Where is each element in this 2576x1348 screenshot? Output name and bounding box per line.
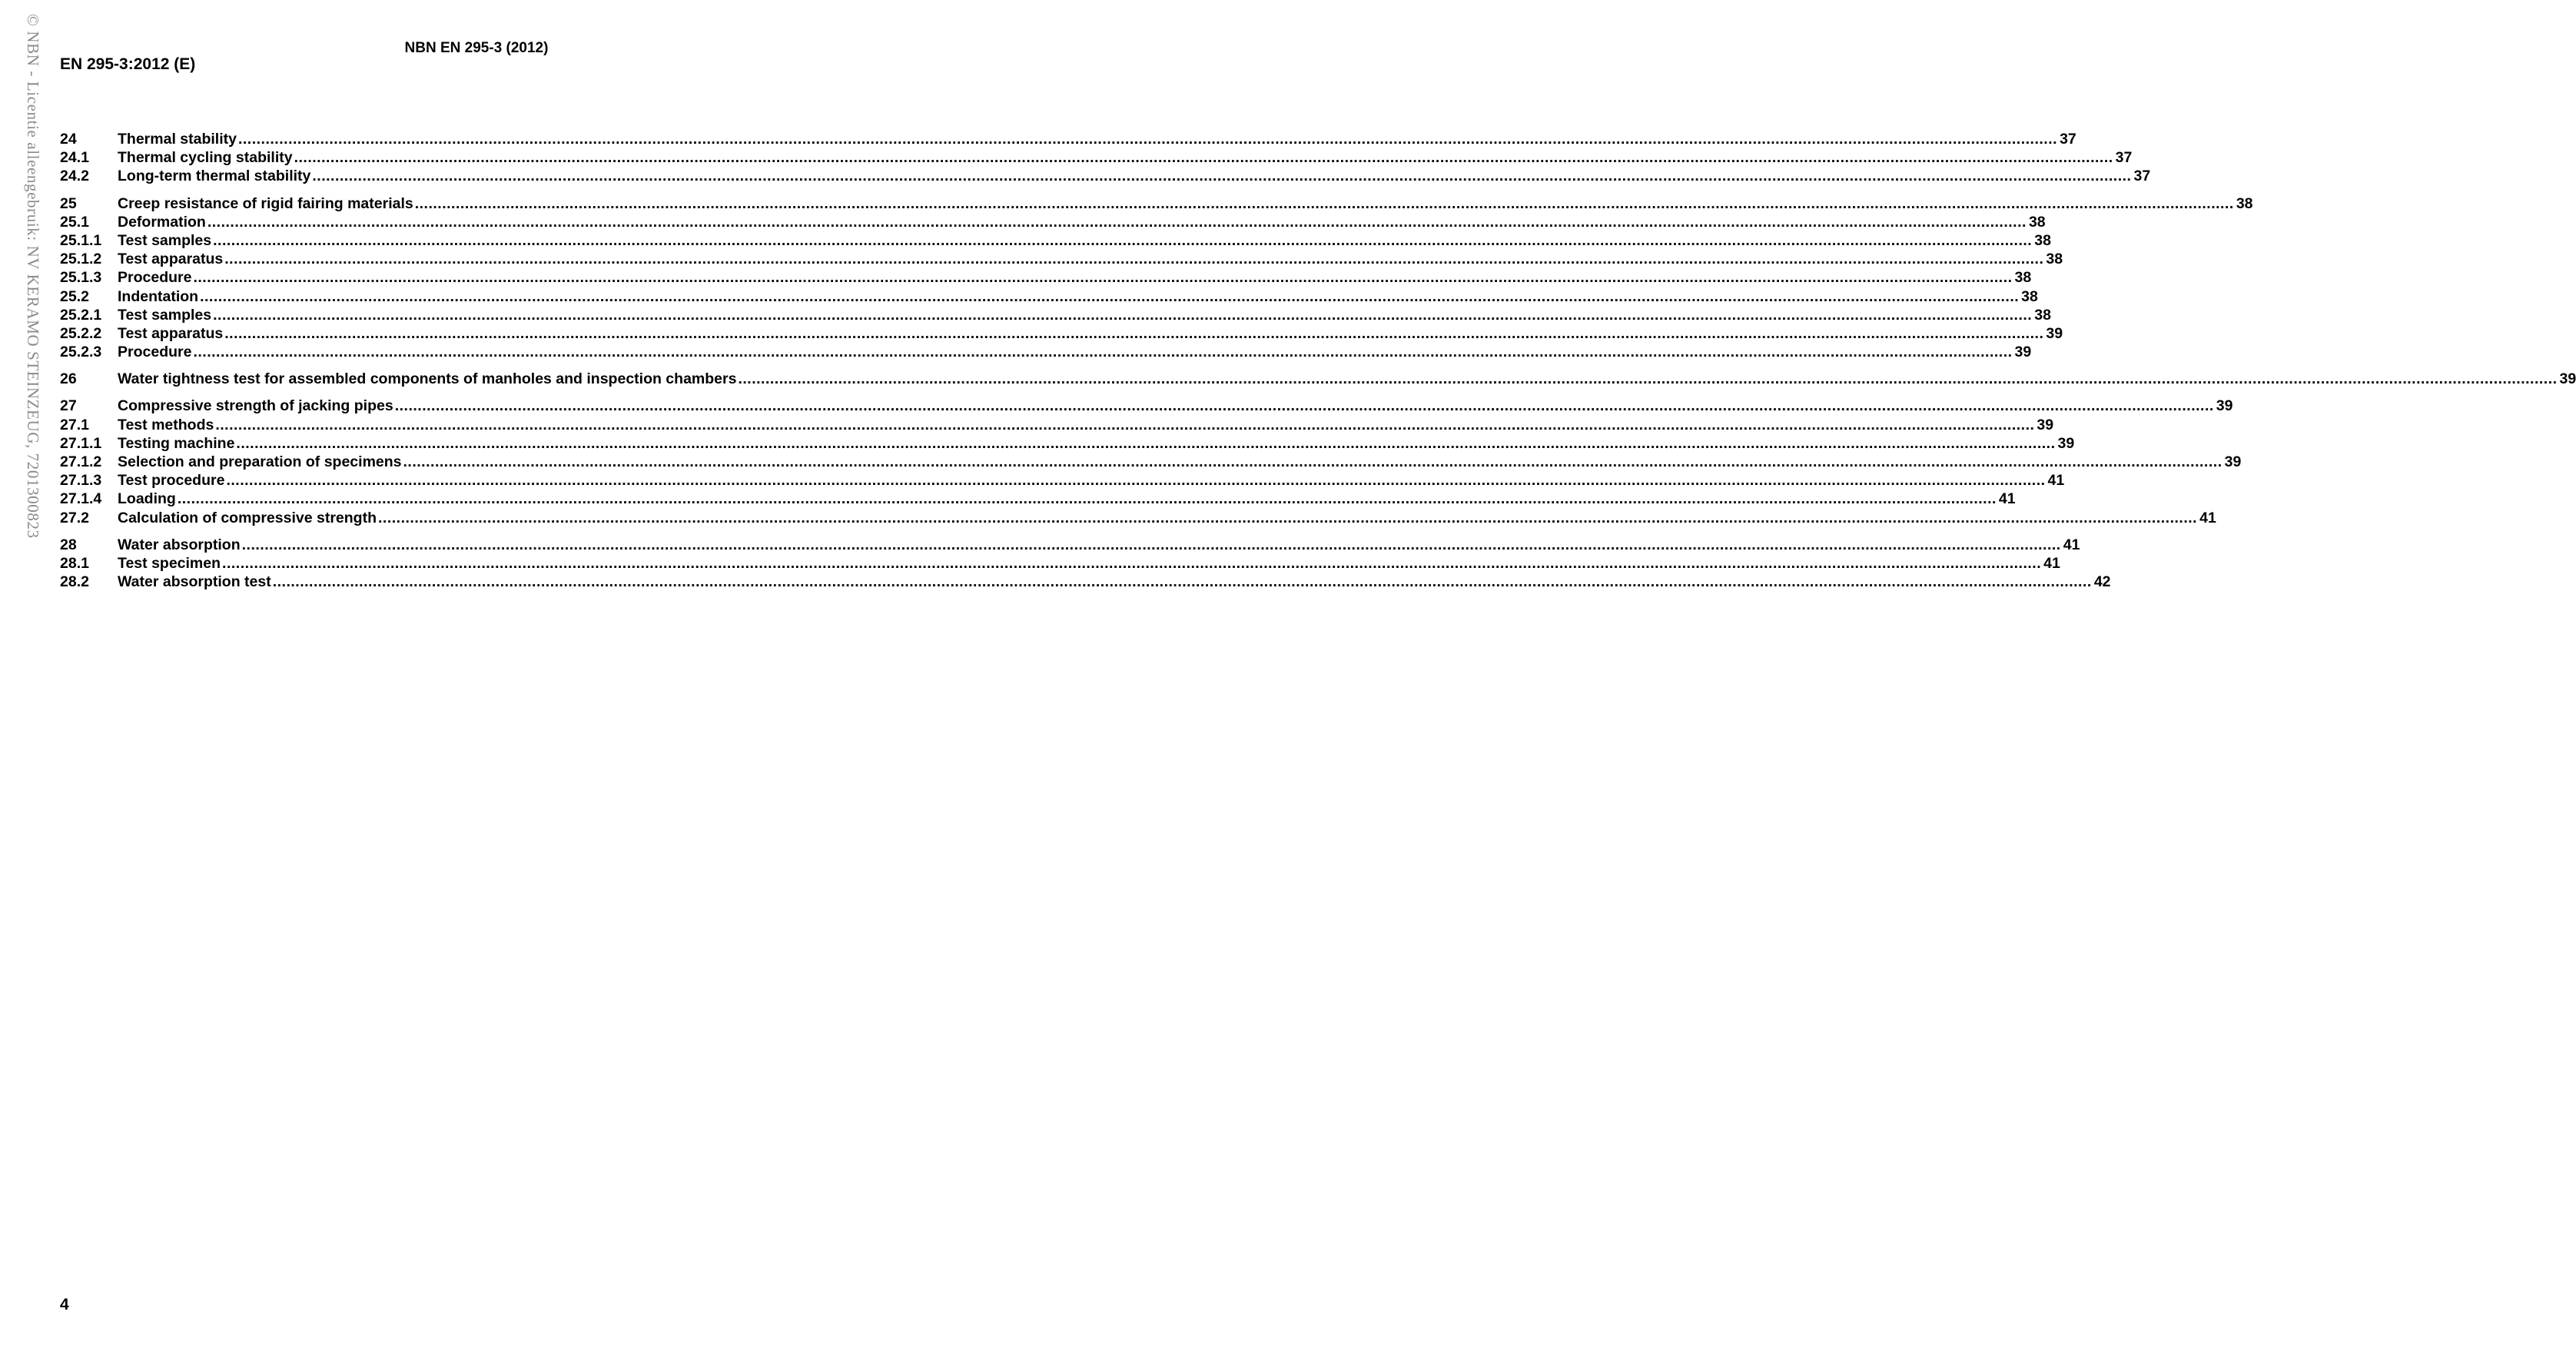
toc-entry-title: Test samples xyxy=(118,231,212,249)
toc-entry-number: 27.1.4 xyxy=(60,490,102,508)
toc-entry[interactable] xyxy=(60,344,2032,362)
toc-entry-title: Test methods xyxy=(118,416,214,433)
toc-entry[interactable] xyxy=(60,573,2111,592)
toc-dot-leader: ................................................................................................................................................................................................................................................................................................................................................................................................................ xyxy=(224,324,2044,342)
toc-entry-page: 41 xyxy=(2199,509,2216,526)
toc-dot-leader: ................................................................................................................................................................................................................................................................................................................................................................................................................ xyxy=(200,287,2020,305)
toc-entry-title: Water absorption xyxy=(118,536,241,553)
toc-dot-leader: ................................................................................................................................................................................................................................................................................................................................................................................................................ xyxy=(215,416,2035,433)
toc-dot-leader: ................................................................................................................................................................................................................................................................................................................................................................................................................ xyxy=(241,536,2061,553)
toc-entry-page: 41 xyxy=(2063,536,2080,553)
toc-entry-page: 37 xyxy=(2115,149,2133,167)
toc-entry-page: 39 xyxy=(2216,397,2233,415)
toc-dot-leader: ................................................................................................................................................................................................................................................................................................................................................................................................................ xyxy=(294,149,2113,167)
toc-dot-leader: ................................................................................................................................................................................................................................................................................................................................................................................................................ xyxy=(414,194,2234,212)
toc-entry-page: 39 xyxy=(2037,416,2054,433)
toc-dot-leader: ................................................................................................................................................................................................................................................................................................................................................................................................................ xyxy=(236,434,2056,452)
toc-entry-title: Water absorption test xyxy=(118,573,271,591)
toc-entry-number: 24.2 xyxy=(60,168,89,185)
table-of-contents xyxy=(60,131,2576,600)
toc-entry-title: Procedure xyxy=(118,344,192,361)
toc-entry-page: 42 xyxy=(2093,573,2111,591)
toc-dot-leader: ................................................................................................................................................................................................................................................................................................................................................................................................................ xyxy=(213,231,2033,249)
toc-entry-title: Deformation xyxy=(118,213,206,231)
toc-dot-leader: ................................................................................................................................................................................................................................................................................................................................................................................................................ xyxy=(193,269,2013,287)
toc-entry-page: 39 xyxy=(2224,453,2242,470)
standard-reference-header: NBN EN 295-3 (2012) xyxy=(404,40,549,56)
toc-entry[interactable] xyxy=(60,490,2016,509)
toc-entry[interactable] xyxy=(60,269,2032,287)
toc-entry-number: 27.1.2 xyxy=(60,453,102,470)
toc-entry-number: 25.2.1 xyxy=(60,306,102,324)
toc-entry-title: Thermal cycling stability xyxy=(118,149,293,167)
toc-entry-number: 27 xyxy=(60,397,77,415)
toc-entry-page: 41 xyxy=(1998,490,2016,508)
toc-group xyxy=(60,370,2576,389)
page-number: 4 xyxy=(60,1296,69,1313)
toc-entry-page: 38 xyxy=(2014,269,2032,287)
toc-dot-leader: ................................................................................................................................................................................................................................................................................................................................................................................................................ xyxy=(177,490,1997,508)
toc-dot-leader: ................................................................................................................................................................................................................................................................................................................................................................................................................ xyxy=(213,306,2033,324)
toc-entry-page: 38 xyxy=(2028,213,2046,231)
toc-entry-title: Creep resistance of rigid fairing materials xyxy=(118,194,413,212)
toc-entry-title: Test samples xyxy=(118,306,212,324)
toc-group xyxy=(60,397,2242,527)
toc-entry-number: 25.2.2 xyxy=(60,324,102,342)
toc-entry[interactable] xyxy=(60,306,2051,325)
toc-dot-leader: ................................................................................................................................................................................................................................................................................................................................................................................................................ xyxy=(237,131,2058,148)
toc-entry-title: Procedure xyxy=(118,269,192,287)
toc-entry-number: 25.2 xyxy=(60,287,89,305)
toc-entry-page: 37 xyxy=(2060,131,2076,148)
toc-entry-title: Calculation of compressive strength xyxy=(118,509,377,526)
toc-dot-leader: ................................................................................................................................................................................................................................................................................................................................................................................................................ xyxy=(226,472,2046,490)
toc-entry-number: 28.1 xyxy=(60,554,89,572)
toc-entry[interactable] xyxy=(60,397,2233,416)
toc-entry[interactable] xyxy=(60,287,2038,307)
license-watermark: © NBN - Licentie alleengebruik: NV KERAMO STEINZEUG, 7201300823 xyxy=(24,14,42,539)
toc-dot-leader: ................................................................................................................................................................................................................................................................................................................................................................................................................ xyxy=(207,213,2027,231)
toc-entry[interactable] xyxy=(60,168,2151,186)
toc-entry-number: 25 xyxy=(60,194,77,212)
toc-entry-number: 24.1 xyxy=(60,149,89,167)
toc-entry-page: 39 xyxy=(2057,434,2075,452)
toc-dot-leader: ................................................................................................................................................................................................................................................................................................................................................................................................................ xyxy=(272,573,2092,591)
toc-entry[interactable] xyxy=(60,453,2242,472)
toc-entry[interactable] xyxy=(60,324,2063,344)
toc-entry-page: 39 xyxy=(2014,344,2032,361)
toc-entry[interactable] xyxy=(60,536,2080,555)
toc-group xyxy=(60,536,2111,593)
toc-dot-leader: ................................................................................................................................................................................................................................................................................................................................................................................................................ xyxy=(378,509,2198,526)
toc-entry-number: 25.1.1 xyxy=(60,231,102,249)
toc-entry-number: 27.1 xyxy=(60,416,89,433)
toc-entry-number: 27.1.3 xyxy=(60,472,102,490)
toc-entry-number: 28.2 xyxy=(60,573,89,591)
toc-dot-leader: ................................................................................................................................................................................................................................................................................................................................................................................................................ xyxy=(403,453,2222,470)
toc-entry-number: 27.2 xyxy=(60,509,89,526)
toc-entry-number: 25.1.3 xyxy=(60,269,102,287)
toc-entry[interactable] xyxy=(60,149,2133,168)
toc-entry[interactable] xyxy=(60,509,2216,528)
toc-dot-leader: ................................................................................................................................................................................................................................................................................................................................................................................................................ xyxy=(394,397,2214,415)
toc-entry[interactable] xyxy=(60,194,2253,214)
toc-entry-page: 38 xyxy=(2021,287,2038,305)
toc-entry-title: Testing machine xyxy=(118,434,235,452)
toc-entry[interactable] xyxy=(60,434,2075,453)
toc-entry-page: 41 xyxy=(2047,472,2065,490)
toc-entry[interactable] xyxy=(60,416,2054,435)
toc-entry-page: 39 xyxy=(2559,370,2576,388)
toc-entry-page: 41 xyxy=(2043,554,2060,572)
toc-entry-title: Loading xyxy=(118,490,176,508)
toc-entry-title: Test apparatus xyxy=(118,251,224,268)
toc-entry-title: Selection and preparation of specimens xyxy=(118,453,402,470)
toc-entry[interactable] xyxy=(60,213,2046,232)
toc-entry[interactable] xyxy=(60,231,2051,251)
toc-entry-title: Test specimen xyxy=(118,554,221,572)
toc-entry-page: 39 xyxy=(2046,324,2063,342)
toc-dot-leader: ................................................................................................................................................................................................................................................................................................................................................................................................................ xyxy=(224,251,2044,268)
toc-dot-leader: ................................................................................................................................................................................................................................................................................................................................................................................................................ xyxy=(193,344,2013,361)
toc-group xyxy=(60,131,2151,187)
toc-entry-title: Test procedure xyxy=(118,472,225,490)
toc-entry-page: 38 xyxy=(2034,306,2051,324)
toc-entry-title: Thermal stability xyxy=(118,131,237,148)
toc-dot-leader: ................................................................................................................................................................................................................................................................................................................................................................................................................ xyxy=(738,370,2558,388)
toc-entry-number: 27.1.1 xyxy=(60,434,102,452)
toc-entry-page: 38 xyxy=(2236,194,2253,212)
toc-entry-number: 24 xyxy=(60,131,77,148)
toc-entry-number: 25.1 xyxy=(60,213,89,231)
toc-entry-number: 25.2.3 xyxy=(60,344,102,361)
toc-entry-title: Indentation xyxy=(118,287,199,305)
toc-entry-page: 38 xyxy=(2046,251,2063,268)
toc-entry[interactable] xyxy=(60,370,2576,389)
toc-entry-title: Test apparatus xyxy=(118,324,224,342)
toc-dot-leader: ................................................................................................................................................................................................................................................................................................................................................................................................................ xyxy=(312,168,2132,185)
toc-entry-page: 37 xyxy=(2133,168,2151,185)
toc-entry[interactable] xyxy=(60,472,2065,490)
toc-entry-title: Long-term thermal stability xyxy=(118,168,311,185)
document-id-header: EN 295-3:2012 (E) xyxy=(60,55,196,73)
toc-entry-number: 28 xyxy=(60,536,77,553)
toc-entry-number: 26 xyxy=(60,370,77,388)
toc-dot-leader: ................................................................................................................................................................................................................................................................................................................................................................................................................ xyxy=(222,554,2042,572)
toc-entry[interactable] xyxy=(60,131,2076,149)
toc-entry-page: 38 xyxy=(2034,231,2051,249)
toc-entry-title: Compressive strength of jacking pipes xyxy=(118,397,393,415)
toc-entry-number: 25.1.2 xyxy=(60,251,102,268)
toc-group xyxy=(60,194,2253,363)
toc-entry-title: Water tightness test for assembled components of manholes and inspection chambers xyxy=(118,370,737,388)
toc-entry[interactable] xyxy=(60,251,2063,269)
toc-entry[interactable] xyxy=(60,554,2060,573)
